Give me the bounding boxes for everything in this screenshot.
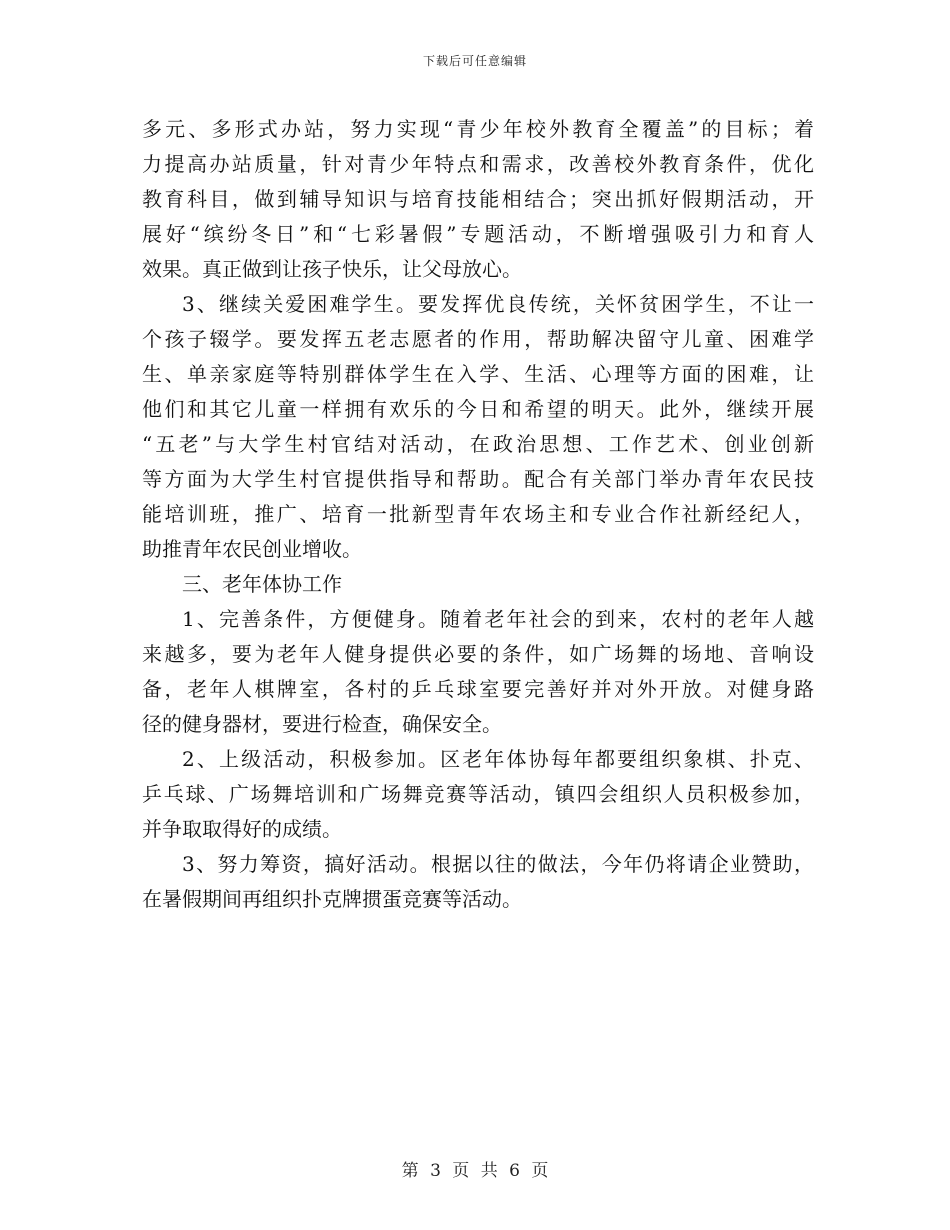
text-line: 3、努力筹资，搞好活动。根据以往的做法，今年仍将请企业赞助， bbox=[182, 852, 814, 876]
text-line: 径的健身器材，要进行检查，确保安全。 bbox=[142, 712, 502, 736]
text-line: 并争取取得好的成绩。 bbox=[142, 817, 342, 841]
page-header: 下载后可任意编辑 bbox=[422, 54, 527, 68]
text-line: 在暑假期间再组织扑克牌掼蛋竞赛等活动。 bbox=[142, 887, 522, 911]
text-line: 2、上级活动，积极参加。区老年体协每年都要组织象棋、扑克、 bbox=[182, 747, 814, 771]
text-line: 助推青年农民创业增收。 bbox=[142, 537, 362, 561]
text-line: 来越多，要为老年人健身提供必要的条件，如广场舞的场地、音响设 bbox=[142, 642, 814, 666]
text-line: “五老”与大学生村官结对活动，在政治思想、工作艺术、创业创新 bbox=[142, 432, 814, 456]
text-line: 三、老年体协工作 bbox=[182, 572, 342, 596]
text-line: 教育科目，做到辅导知识与培育技能相结合；突出抓好假期活动，开 bbox=[142, 187, 814, 211]
text-line: 多元、多形式办站，努力实现“青少年校外教育全覆盖”的目标；着 bbox=[142, 117, 814, 141]
text-line: 乒乓球、广场舞培训和广场舞竞赛等活动，镇四会组织人员积极参加， bbox=[142, 782, 814, 806]
text-line: 力提高办站质量，针对青少年特点和需求，改善校外教育条件，优化 bbox=[142, 152, 814, 176]
text-line: 生、单亲家庭等特别群体学生在入学、生活、心理等方面的困难，让 bbox=[142, 362, 814, 386]
text-line: 他们和其它儿童一样拥有欢乐的今日和希望的明天。此外，继续开展 bbox=[142, 397, 814, 421]
text-line: 3、继续关爱困难学生。要发挥优良传统，关怀贫困学生，不让一 bbox=[182, 292, 814, 316]
text-line: 能培训班，推广、培育一批新型青年农场主和专业合作社新经纪人， bbox=[142, 502, 814, 526]
text-line: 备，老年人棋牌室，各村的乒乓球室要完善好并对外开放。对健身路 bbox=[142, 677, 814, 701]
page-footer: 第 3 页 共 6 页 bbox=[401, 1161, 549, 1181]
text-line: 展好“缤纷冬日”和“七彩暑假”专题活动，不断增强吸引力和育人 bbox=[142, 222, 814, 246]
text-line: 个孩子辍学。要发挥五老志愿者的作用，帮助解决留守儿童、困难学 bbox=[142, 327, 814, 351]
document-body bbox=[142, 112, 814, 917]
text-line: 效果。真正做到让孩子快乐，让父母放心。 bbox=[142, 257, 522, 281]
text-line: 等方面为大学生村官提供指导和帮助。配合有关部门举办青年农民技 bbox=[142, 467, 814, 491]
text-line: 1、完善条件，方便健身。随着老年社会的到来，农村的老年人越 bbox=[182, 607, 814, 631]
